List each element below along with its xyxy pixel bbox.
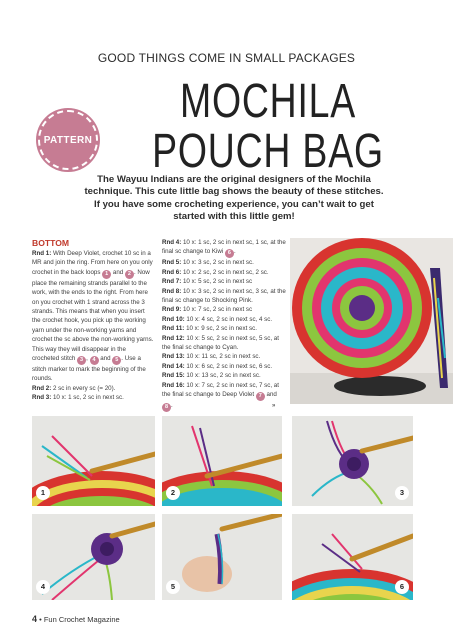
step-photo-3	[292, 416, 413, 506]
round-text: 10 x: 1 sc, 2 sc in next sc, 1 sc, at the final sc change to Kiwi	[162, 239, 286, 256]
round-11	[162, 324, 286, 333]
step-photo-6	[292, 514, 413, 600]
kicker-heading: GOOD THINGS COME IN SMALL PACKAGES	[97, 51, 356, 65]
pattern-badge-label: PATTERN	[43, 134, 93, 146]
round-text: 10 x: 13 sc, 2 sc in next sc.	[184, 372, 261, 380]
round-label: Rnd 15:	[162, 372, 185, 380]
photo-number-2: 2	[166, 486, 180, 500]
round-label: Rnd 4:	[162, 239, 182, 246]
round-text: .	[171, 402, 173, 410]
instructions-column-1	[32, 238, 154, 403]
round-16	[162, 381, 286, 412]
photo-number-5: 5	[166, 580, 180, 594]
step-marker-1: 1	[102, 270, 111, 279]
step-marker-5: 5	[112, 356, 121, 365]
round-label: Rnd 11:	[162, 325, 185, 333]
pattern-badge	[38, 110, 98, 170]
round-4	[162, 238, 286, 258]
magazine-name: Fun Crochet Magazine	[43, 615, 120, 624]
hero-photo-bag-bottom	[290, 238, 453, 404]
step-marker-6: 6	[225, 249, 234, 258]
round-text: . Use a stitch marker to mark the beginning of the rounds.	[32, 355, 146, 383]
round-label: Rnd 8:	[162, 287, 182, 295]
round-14	[162, 362, 286, 371]
round-text: 10 x: 2 sc, 2 sc in next sc, 2 sc.	[181, 268, 269, 276]
round-10	[162, 315, 286, 324]
page-footer	[32, 614, 120, 624]
round-label: Rnd 1:	[32, 250, 52, 257]
round-label: Rnd 6:	[162, 268, 182, 276]
photo-number-3: 3	[395, 486, 409, 500]
round-5	[162, 258, 286, 267]
step-marker-2: 2	[125, 270, 134, 279]
round-15	[162, 371, 286, 380]
round-text: and	[264, 391, 277, 399]
round-text: 10 x: 1 sc, 2 sc in next sc.	[51, 394, 124, 402]
round-text: 10 x: 4 sc, 2 sc in next sc, 4 sc.	[184, 315, 273, 323]
instructions-column-2	[162, 238, 286, 412]
photo-number-4: 4	[36, 580, 50, 594]
page-title-line2: POUCH BAG	[152, 125, 384, 178]
round-text: 10 x: 7 sc, 2 sc in next sc, 7 sc, at the final sc change to Deep Violet	[162, 381, 279, 399]
bag-bottom-illustration	[290, 238, 453, 404]
round-text: and	[98, 355, 113, 363]
round-text: 10 x: 3 sc, 2 sc in next sc.	[181, 259, 254, 267]
round-9	[162, 305, 286, 314]
round-3	[32, 393, 154, 402]
round-text: 10 x: 9 sc, 2 sc in next sc.	[184, 325, 257, 333]
round-label: Rnd 13:	[162, 353, 185, 361]
round-label: Rnd 5:	[162, 259, 182, 267]
page-title-line1: MOCHILA	[179, 75, 357, 128]
round-text: 10 x: 6 sc, 2 sc in next sc, 6 sc.	[184, 362, 273, 370]
round-text: . Now place the remaining strands parallel to the work, with the ends to the right. From here on you crochet with 1 strand across the 3 strands. This means that when you insert the crochet hook, you pick up the working yarn under the non-working yarns and crochet the sc above the non-working yarns. This way they will disappear in the crocheted stitch	[32, 268, 154, 363]
round-label: Rnd 7:	[162, 278, 182, 286]
round-text: 10 x: 5 sc, 2 sc in next sc, 5 sc, at the final sc change to Cyan.	[162, 334, 279, 352]
photo-1-illustration	[32, 416, 155, 506]
round-text: .	[233, 248, 236, 256]
page-number: 4	[32, 614, 38, 624]
step-marker-3: 3	[77, 356, 86, 365]
photo-2-illustration	[162, 416, 282, 506]
round-text: 2 sc in every sc (= 20).	[51, 384, 116, 392]
section-heading-bottom: BOTTOM	[32, 238, 70, 248]
step-photo-5	[162, 514, 282, 600]
round-13	[162, 352, 286, 361]
round-1	[32, 249, 154, 384]
round-7	[162, 277, 286, 286]
photo-4-illustration	[32, 514, 155, 600]
round-label: Rnd 9:	[162, 306, 182, 314]
photo-number-1: 1	[36, 486, 50, 500]
continue-arrow: »	[272, 403, 276, 409]
round-label: Rnd 16:	[162, 381, 185, 389]
round-label: Rnd 14:	[162, 362, 185, 370]
round-text: 10 x: 11 sc, 2 sc in next sc.	[184, 353, 261, 361]
round-text: 10 x: 5 sc, 2 sc in next sc	[181, 278, 253, 286]
round-12	[162, 334, 286, 353]
step-photo-2	[162, 416, 282, 506]
photo-number-6: 6	[395, 580, 409, 594]
round-6	[162, 268, 286, 277]
round-label: Rnd 3:	[32, 394, 52, 402]
step-photo-1	[32, 416, 155, 506]
round-2	[32, 384, 154, 393]
round-text: and	[111, 268, 125, 276]
step-marker-4: 4	[90, 356, 99, 365]
footer-separator: •	[39, 615, 42, 624]
round-8	[162, 287, 286, 306]
step-marker-7: 7	[256, 392, 265, 401]
round-text: 10 x: 7 sc, 2 sc in next sc	[181, 306, 253, 314]
round-text: 10 x: 3 sc, 2 sc in next sc, 3 sc, at the final sc change to Shocking Pink.	[162, 287, 286, 305]
round-label: Rnd 10:	[162, 315, 185, 323]
round-label: Rnd 12:	[162, 334, 185, 342]
round-text: ,	[86, 355, 90, 363]
round-text: With Deep Violet, crochet 10 sc in a MR and join the ring. From here on you only crochet in the back loops	[32, 250, 153, 276]
intro-paragraph: The Wayuu Indians are the original designers of the Mochila technique. This cute little bag shows the beauty of these stitches. If you have some crocheting experience, you can’t wait to get started with this little gem!	[84, 174, 384, 223]
photo-5-illustration	[162, 514, 282, 600]
step-photo-4	[32, 514, 155, 600]
round-label: Rnd 2:	[32, 384, 52, 392]
step-marker-8: 8	[162, 403, 171, 412]
